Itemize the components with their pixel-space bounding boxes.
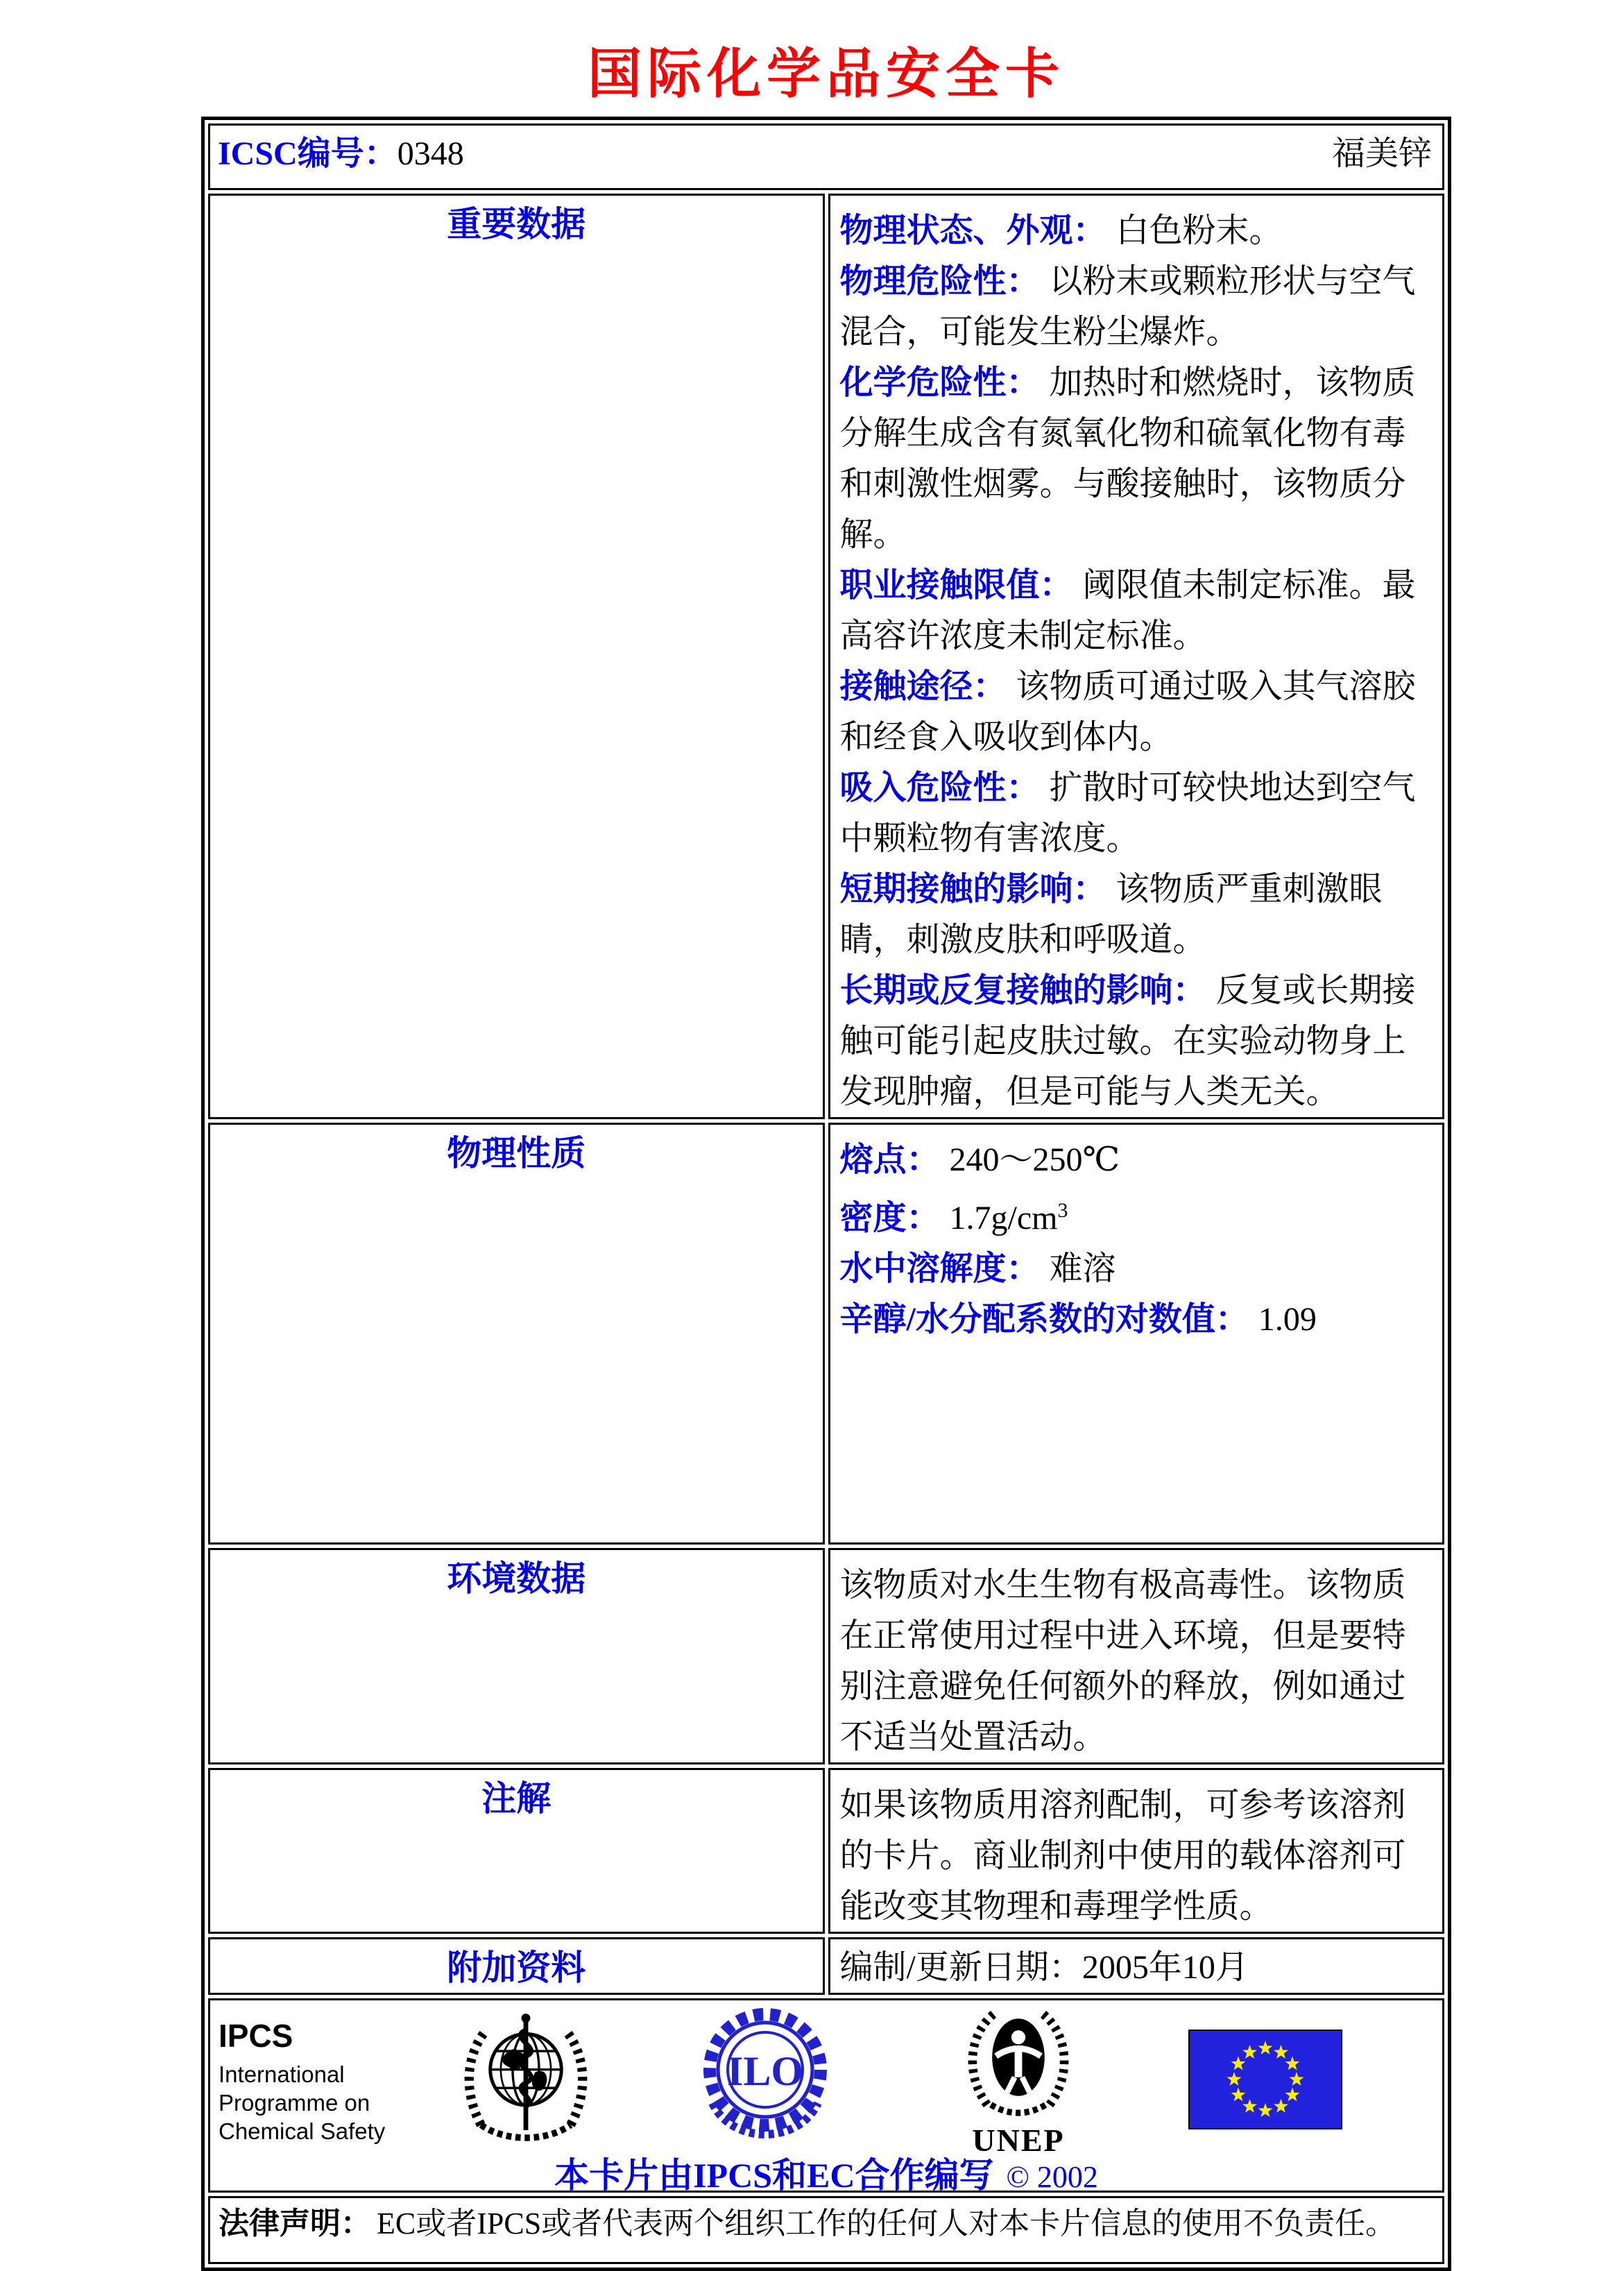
footer-cell <box>208 1998 1444 2193</box>
unep-label: UNEP <box>972 2123 1065 2158</box>
notes-row <box>208 1768 1444 1934</box>
ilo-letters: ILO <box>726 2048 804 2094</box>
legal-cell <box>208 2196 1444 2264</box>
physical-properties-row <box>208 1123 1444 1545</box>
entry-physical-hazard: 物理危险性： 以粉末或颗粒形状与空气混合，可能发生粉尘爆炸。 <box>839 263 1416 350</box>
footer-row <box>208 1998 1444 2193</box>
prop-water-solubility: 水中溶解度： 难溶 <box>839 1250 1116 1287</box>
additional-info-content <box>828 1937 1445 1995</box>
ipcs-text-block: IPCS International Programme on Chemical Safety <box>219 2018 386 2144</box>
icsc-number-value: 0348 <box>397 135 464 172</box>
icsc-number-label: ICSC编号： <box>218 135 398 172</box>
additional-info-row <box>208 1937 1444 1995</box>
who-logo-icon <box>460 2009 592 2151</box>
notes-row-label: 注解 <box>208 1768 825 1934</box>
environmental-data-row <box>208 1548 1444 1764</box>
unep-logo-icon <box>942 2005 1095 2159</box>
copyright-text: © 2002 <box>1006 2160 1098 2194</box>
legal-text: EC或者IPCS或者代表两个组织工作的任何人对本卡片信息的使用不负责任。 <box>377 2206 1396 2240</box>
icsc-number-group <box>218 126 464 174</box>
credit-line <box>210 2147 1442 2197</box>
legal-label: 法律声明： <box>219 2206 371 2240</box>
eu-flag-icon <box>1188 2030 1342 2133</box>
legal-row <box>208 2196 1444 2264</box>
notes-text: 如果该物质用溶剂配制，可参考该溶剂的卡片。商业制剂中使用的载体溶剂可能改变其物理和毒理学性质。 <box>839 1787 1406 1925</box>
environmental-data-text: 该物质对水生生物有极高毒性。该物质在正常使用过程中进入环境，但是要特别注意避免任何额外的释放，例如通过不适当处置活动。 <box>839 1567 1406 1755</box>
header-cell <box>208 124 1444 190</box>
prop-density: 密度： $1.7g/cm^3$ <box>839 1199 1068 1236</box>
additional-info-text: 编制/更新日期：2005年10月 <box>839 1949 1249 1986</box>
credit-text: 本卡片由IPCS和EC合作编写 <box>554 2156 994 2195</box>
physical-properties-content <box>828 1123 1445 1545</box>
environmental-data-row-label: 环境数据 <box>208 1548 825 1764</box>
entry-exposure-route: 接触途径： 该物质可通过吸入其气溶胶和经食入吸收到体内。 <box>839 668 1416 756</box>
additional-info-row-label: 附加资料 <box>208 1937 825 1995</box>
notes-content <box>828 1768 1445 1934</box>
entry-chemical-hazard: 化学危险性： 加热时和燃烧时，该物质分解生成含有氮氧化物和硫氧化物有毒和刺激性烟雾。与酸接触时，该物质分解。 <box>839 364 1416 553</box>
entry-long-term-effects: 长期或反复接触的影响： 反复或长期接触可能引起皮肤过敏。在实验动物身上发现肿瘤，但是可能与人类无关。 <box>839 972 1416 1110</box>
ipcs-title: IPCS <box>219 2018 293 2054</box>
ilo-logo-icon <box>696 2006 835 2157</box>
entry-inhalation-risk: 吸入危险性： 扩散时可较快地达到空气中颗粒物有害浓度。 <box>839 769 1416 857</box>
entry-exposure-limit: 职业接触限值： 阈限值未制定标准。最高容许浓度未制定标准。 <box>839 567 1416 654</box>
chemical-name: 福美锌 <box>1331 135 1432 172</box>
prop-logp: 辛醇/水分配系数的对数值： 1.09 <box>839 1301 1317 1338</box>
important-data-content <box>828 194 1445 1119</box>
icsc-card-table <box>201 117 1451 2271</box>
prop-melting-point: 熔点： 240～250℃ <box>839 1141 1120 1178</box>
important-data-row <box>208 194 1444 1119</box>
entry-physical-state: 物理状态、外观： 白色粉末。 <box>839 212 1283 249</box>
important-data-row-label: 重要数据 <box>208 194 825 1119</box>
header-row <box>208 124 1444 190</box>
physical-properties-row-label: 物理性质 <box>208 1123 825 1545</box>
page-title: 国际化学品安全卡 <box>587 44 1065 104</box>
environmental-data-content <box>828 1548 1445 1764</box>
entry-short-term-effects: 短期接触的影响： 该物质严重刺激眼睛，刺激皮肤和呼吸道。 <box>839 871 1383 958</box>
